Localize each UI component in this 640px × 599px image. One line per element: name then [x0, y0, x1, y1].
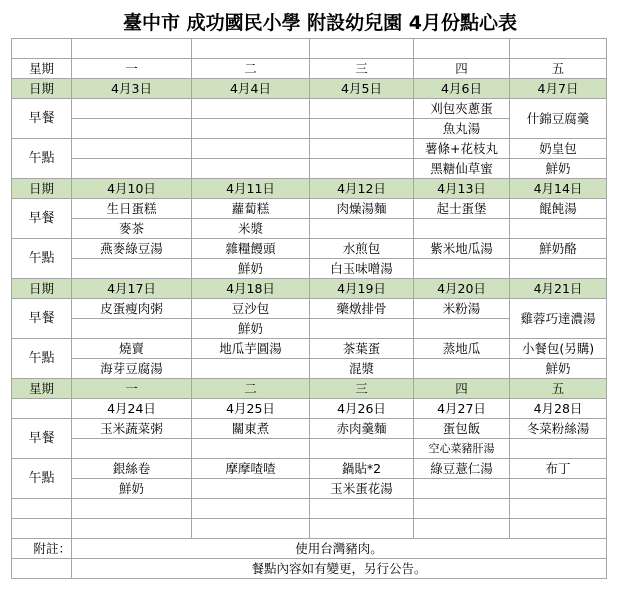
date-cell: 4月28日 [510, 399, 607, 419]
weekday-tue: 二 [192, 59, 310, 79]
menu-cell [310, 219, 414, 239]
snack-row [12, 339, 607, 359]
weekday-thu: 四 [414, 59, 510, 79]
menu-cell [72, 439, 192, 459]
breakfast-label: 早餐 [12, 199, 72, 239]
date-cell: 4月14日 [510, 179, 607, 199]
menu-cell [192, 99, 310, 119]
menu-cell: 餛飩湯 [510, 199, 607, 219]
menu-cell: 雞蓉巧達濃湯 [510, 299, 607, 339]
menu-cell: 鮮奶 [510, 159, 607, 179]
menu-cell: 黑糖仙草蜜 [414, 159, 510, 179]
date-label: 日期 [12, 179, 72, 199]
menu-cell: 米粉湯 [414, 299, 510, 319]
weekday-row [12, 59, 607, 79]
menu-cell: 什錦豆腐羹 [510, 99, 607, 139]
breakfast-label: 早餐 [12, 99, 72, 139]
date-cell: 4月5日 [310, 79, 414, 99]
date-row [12, 179, 607, 199]
page-title: 臺中市 成功國民小學 附設幼兒園 4月份點心表 [122, 12, 518, 34]
menu-cell: 起士蛋堡 [414, 199, 510, 219]
snack-menu-table [11, 38, 607, 579]
date-cell: 4月24日 [72, 399, 192, 419]
menu-cell [192, 479, 310, 499]
menu-cell: 鮮奶 [192, 259, 310, 279]
date-cell: 4月4日 [192, 79, 310, 99]
snack-label: 午點 [12, 139, 72, 179]
breakfast-row [12, 199, 607, 219]
menu-cell: 鍋貼*2 [310, 459, 414, 479]
menu-cell [310, 319, 414, 339]
menu-cell [510, 219, 607, 239]
menu-cell: 冬菜粉絲湯 [510, 419, 607, 439]
menu-cell [414, 479, 510, 499]
menu-cell [72, 159, 192, 179]
menu-cell: 燕麥綠豆湯 [72, 239, 192, 259]
menu-cell [192, 439, 310, 459]
menu-cell: 鮮奶 [510, 359, 607, 379]
menu-cell: 關東煮 [192, 419, 310, 439]
snack-row [12, 159, 607, 179]
weekday-row [12, 379, 607, 399]
menu-cell [192, 119, 310, 139]
breakfast-row [12, 439, 607, 459]
snack-row [12, 359, 607, 379]
weekday-fri: 五 [510, 59, 607, 79]
date-cell: 4月19日 [310, 279, 414, 299]
date-cell: 4月27日 [414, 399, 510, 419]
notes-row [12, 559, 607, 579]
menu-cell: 摩摩喳喳 [192, 459, 310, 479]
menu-cell: 燒賣 [72, 339, 192, 359]
menu-cell: 魚丸湯 [414, 119, 510, 139]
blank-row [12, 519, 607, 539]
breakfast-row [12, 299, 607, 319]
menu-cell [414, 359, 510, 379]
date-cell: 4月17日 [72, 279, 192, 299]
snack-row [12, 479, 607, 499]
snack-row [12, 239, 607, 259]
breakfast-label: 早餐 [12, 419, 72, 459]
date-cell: 4月25日 [192, 399, 310, 419]
menu-cell: 小餐包(另購) [510, 339, 607, 359]
menu-cell: 玉米蔬菜粥 [72, 419, 192, 439]
menu-cell: 空心菜豬肝湯 [414, 439, 510, 459]
menu-cell: 生日蛋糕 [72, 199, 192, 219]
date-cell: 4月12日 [310, 179, 414, 199]
menu-cell [310, 159, 414, 179]
menu-cell [310, 99, 414, 119]
snack-label: 午點 [12, 459, 72, 499]
snack-label: 午點 [12, 239, 72, 279]
notes-line-2: 餐點內容如有變更，另行公告。 [72, 559, 607, 579]
date-cell: 4月11日 [192, 179, 310, 199]
menu-cell: 玉米蛋花湯 [310, 479, 414, 499]
breakfast-row [12, 219, 607, 239]
weekday-wed: 三 [310, 379, 414, 399]
menu-cell [72, 319, 192, 339]
menu-cell [192, 159, 310, 179]
weekday-tue: 二 [192, 379, 310, 399]
menu-cell: 布丁 [510, 459, 607, 479]
blank-row [12, 499, 607, 519]
menu-cell [310, 439, 414, 459]
notes-line-1: 使用台灣豬肉。 [72, 539, 607, 559]
menu-cell: 蘿蔔糕 [192, 199, 310, 219]
menu-cell: 藥燉排骨 [310, 299, 414, 319]
weekday-thu: 四 [414, 379, 510, 399]
menu-cell: 薯條+花枝丸 [414, 139, 510, 159]
date-cell: 4月13日 [414, 179, 510, 199]
menu-cell: 綠豆薏仁湯 [414, 459, 510, 479]
menu-cell [510, 439, 607, 459]
breakfast-row [12, 99, 607, 119]
date-label: 日期 [12, 279, 72, 299]
menu-cell: 肉燥湯麵 [310, 199, 414, 219]
date-row [12, 79, 607, 99]
menu-cell [414, 219, 510, 239]
menu-cell [510, 259, 607, 279]
date-row [12, 279, 607, 299]
menu-cell: 白玉味噌湯 [310, 259, 414, 279]
snack-row [12, 459, 607, 479]
blank-row [12, 39, 607, 59]
menu-cell: 蛋包飯 [414, 419, 510, 439]
menu-cell: 混漿 [310, 359, 414, 379]
snack-row [12, 139, 607, 159]
menu-cell: 赤肉羹麵 [310, 419, 414, 439]
date-cell: 4月10日 [72, 179, 192, 199]
weekday-fri: 五 [510, 379, 607, 399]
menu-cell [72, 119, 192, 139]
menu-cell [192, 359, 310, 379]
menu-cell: 蒸地瓜 [414, 339, 510, 359]
menu-cell [510, 479, 607, 499]
date-label: 日期 [12, 79, 72, 99]
menu-cell [72, 139, 192, 159]
weekday-mon: 一 [72, 59, 192, 79]
menu-cell: 茶葉蛋 [310, 339, 414, 359]
menu-cell: 豆沙包 [192, 299, 310, 319]
date-cell: 4月21日 [510, 279, 607, 299]
menu-cell [310, 139, 414, 159]
menu-cell [414, 259, 510, 279]
menu-cell: 皮蛋瘦肉粥 [72, 299, 192, 319]
notes-label: 附註： [12, 539, 72, 559]
date-cell: 4月18日 [192, 279, 310, 299]
menu-cell: 刈包夾蔥蛋 [414, 99, 510, 119]
breakfast-row [12, 419, 607, 439]
menu-cell [72, 99, 192, 119]
weekday-label: 星期 [12, 379, 72, 399]
menu-cell: 鮮奶 [192, 319, 310, 339]
menu-cell: 雜糧饅頭 [192, 239, 310, 259]
date-row [12, 399, 607, 419]
menu-cell: 麥茶 [72, 219, 192, 239]
weekday-wed: 三 [310, 59, 414, 79]
menu-cell [310, 119, 414, 139]
menu-cell: 紫米地瓜湯 [414, 239, 510, 259]
date-cell: 4月7日 [510, 79, 607, 99]
menu-cell: 鮮奶 [72, 479, 192, 499]
menu-cell: 海芽豆腐湯 [72, 359, 192, 379]
notes-row [12, 539, 607, 559]
date-cell: 4月20日 [414, 279, 510, 299]
menu-cell [192, 139, 310, 159]
weekday-label: 星期 [12, 59, 72, 79]
breakfast-label: 早餐 [12, 299, 72, 339]
snack-label: 午點 [12, 339, 72, 379]
menu-cell: 地瓜芋圓湯 [192, 339, 310, 359]
menu-cell: 水煎包 [310, 239, 414, 259]
date-cell: 4月26日 [310, 399, 414, 419]
date-cell: 4月6日 [414, 79, 510, 99]
menu-cell: 鮮奶酪 [510, 239, 607, 259]
date-cell: 4月3日 [72, 79, 192, 99]
menu-cell: 銀絲卷 [72, 459, 192, 479]
menu-cell: 奶皇包 [510, 139, 607, 159]
menu-cell [414, 319, 510, 339]
date-label-empty [12, 399, 72, 419]
menu-cell [72, 259, 192, 279]
snack-row [12, 259, 607, 279]
weekday-mon: 一 [72, 379, 192, 399]
menu-cell: 米漿 [192, 219, 310, 239]
